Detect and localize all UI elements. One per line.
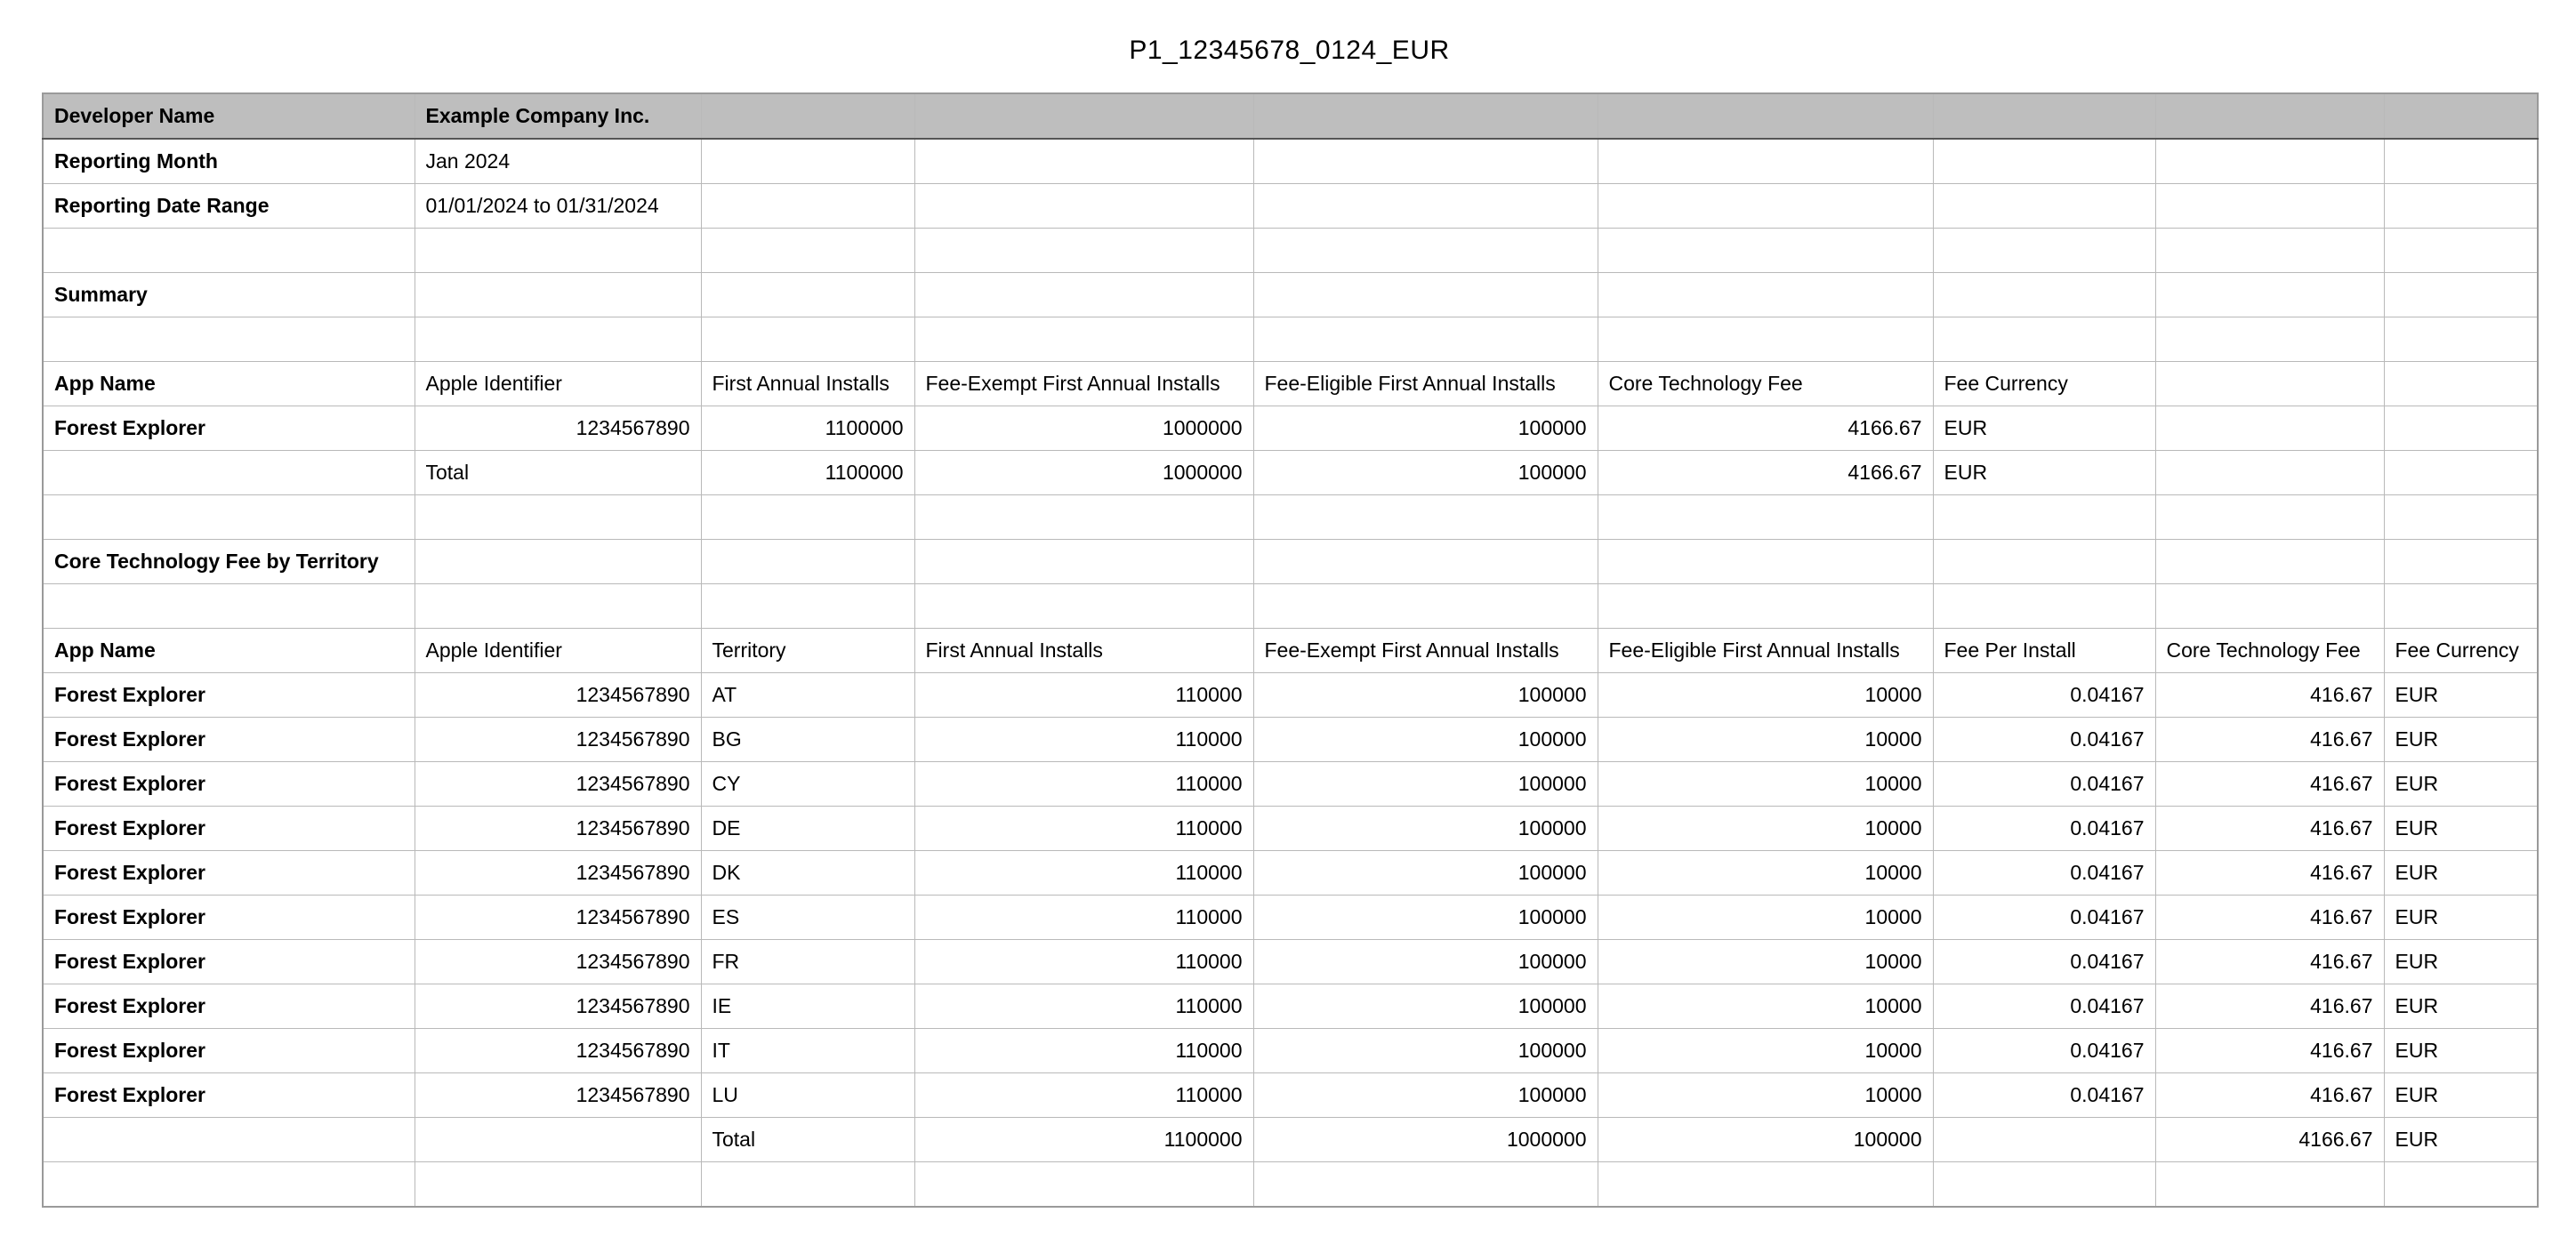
cell-empty xyxy=(914,229,1253,273)
cell-header-core-technology-fee: Core Technology Fee xyxy=(2155,629,2384,673)
cell-core-technology-fee: 416.67 xyxy=(2155,984,2384,1029)
cell-header-fee-eligible: Fee-Eligible First Annual Installs xyxy=(1598,629,1933,673)
cell-header-fee-currency: Fee Currency xyxy=(2384,629,2538,673)
territory-row-ie xyxy=(43,984,2538,1029)
cell-apple-identifier: 1234567890 xyxy=(415,718,701,762)
cell-total-label: Total xyxy=(701,1118,914,1162)
cell-fee-currency: EUR xyxy=(2384,1118,2538,1162)
cell-empty xyxy=(914,1162,1253,1208)
cell-apple-identifier: 1234567890 xyxy=(415,1073,701,1118)
cell-territory: BG xyxy=(701,718,914,762)
cell-empty xyxy=(2384,273,2538,317)
cell-first-annual-installs: 110000 xyxy=(914,718,1253,762)
territory-row-es xyxy=(43,896,2538,940)
cell-empty xyxy=(415,1118,701,1162)
cell-fee-per-install: 0.04167 xyxy=(1933,940,2155,984)
cell-first-annual-installs: 110000 xyxy=(914,1029,1253,1073)
cell-fee-exempt: 100000 xyxy=(1253,1073,1598,1118)
cell-fee-currency: EUR xyxy=(2384,896,2538,940)
cell-fee-exempt: 1000000 xyxy=(914,406,1253,451)
cell-empty xyxy=(701,584,914,629)
cell-app-name: Forest Explorer xyxy=(43,851,415,896)
cell-core-technology-fee: 4166.67 xyxy=(1598,406,1933,451)
reporting-date-range-row xyxy=(43,184,2538,229)
cell-empty xyxy=(2384,495,2538,540)
cell-empty xyxy=(2155,229,2384,273)
cell-empty xyxy=(2155,540,2384,584)
cell-first-annual-installs: 110000 xyxy=(914,984,1253,1029)
territory-row-it xyxy=(43,1029,2538,1073)
cell-territory: DE xyxy=(701,807,914,851)
cell-first-annual-installs: 110000 xyxy=(914,896,1253,940)
report-table xyxy=(42,92,2539,1208)
cell-empty xyxy=(2155,93,2384,139)
territory-row-fr xyxy=(43,940,2538,984)
cell-header-fee-eligible: Fee-Eligible First Annual Installs xyxy=(1253,362,1598,406)
cell-header-territory: Territory xyxy=(701,629,914,673)
cell-empty xyxy=(1253,273,1598,317)
cell-empty xyxy=(1253,584,1598,629)
cell-fee-per-install: 0.04167 xyxy=(1933,984,2155,1029)
cell-reporting-date-range-label: Reporting Date Range xyxy=(43,184,415,229)
cell-app-name: Forest Explorer xyxy=(43,984,415,1029)
cell-fee-currency: EUR xyxy=(2384,673,2538,718)
cell-fee-exempt: 100000 xyxy=(1253,1029,1598,1073)
cell-territory: CY xyxy=(701,762,914,807)
cell-empty xyxy=(914,495,1253,540)
cell-core-technology-fee: 4166.67 xyxy=(1598,451,1933,495)
territory-row-lu xyxy=(43,1073,2538,1118)
cell-empty xyxy=(2384,406,2538,451)
cell-fee-exempt: 100000 xyxy=(1253,940,1598,984)
spacer-row xyxy=(43,317,2538,362)
cell-reporting-date-range-value: 01/01/2024 to 01/31/2024 xyxy=(415,184,701,229)
cell-app-name: Forest Explorer xyxy=(43,1029,415,1073)
cell-reporting-month-label: Reporting Month xyxy=(43,139,415,184)
cell-fee-eligible: 10000 xyxy=(1598,762,1933,807)
cell-empty xyxy=(701,229,914,273)
cell-fee-per-install: 0.04167 xyxy=(1933,896,2155,940)
cell-header-first-annual-installs: First Annual Installs xyxy=(701,362,914,406)
cell-empty xyxy=(2384,317,2538,362)
cell-empty xyxy=(914,584,1253,629)
cell-empty xyxy=(415,495,701,540)
cell-fee-per-install: 0.04167 xyxy=(1933,1029,2155,1073)
cell-header-app-name: App Name xyxy=(43,629,415,673)
cell-first-annual-installs: 110000 xyxy=(914,851,1253,896)
cell-empty xyxy=(2384,540,2538,584)
cell-empty xyxy=(43,495,415,540)
summary-section-row xyxy=(43,273,2538,317)
cell-fee-eligible: 10000 xyxy=(1598,718,1933,762)
cell-fee-currency: EUR xyxy=(2384,940,2538,984)
cell-empty xyxy=(43,1118,415,1162)
cell-fee-eligible: 10000 xyxy=(1598,851,1933,896)
cell-empty xyxy=(701,184,914,229)
cell-empty xyxy=(2155,139,2384,184)
cell-empty xyxy=(1598,229,1933,273)
cell-core-technology-fee: 416.67 xyxy=(2155,851,2384,896)
cell-apple-identifier: 1234567890 xyxy=(415,940,701,984)
cell-header-fee-currency: Fee Currency xyxy=(1933,362,2155,406)
territory-section-row xyxy=(43,540,2538,584)
cell-core-technology-fee: 416.67 xyxy=(2155,762,2384,807)
cell-empty xyxy=(43,584,415,629)
cell-empty xyxy=(2384,184,2538,229)
cell-empty xyxy=(1253,93,1598,139)
cell-empty xyxy=(1598,93,1933,139)
cell-territory: LU xyxy=(701,1073,914,1118)
cell-first-annual-installs: 1100000 xyxy=(701,451,914,495)
cell-empty xyxy=(701,317,914,362)
cell-fee-eligible: 100000 xyxy=(1253,406,1598,451)
cell-first-annual-installs: 110000 xyxy=(914,1073,1253,1118)
cell-app-name: Forest Explorer xyxy=(43,406,415,451)
report-sheet xyxy=(42,92,2539,1208)
cell-fee-exempt: 100000 xyxy=(1253,984,1598,1029)
cell-empty xyxy=(2384,229,2538,273)
cell-empty xyxy=(1253,540,1598,584)
cell-empty xyxy=(2155,362,2384,406)
cell-fee-currency: EUR xyxy=(1933,451,2155,495)
cell-fee-exempt: 100000 xyxy=(1253,807,1598,851)
cell-app-name: Forest Explorer xyxy=(43,896,415,940)
spacer-row xyxy=(43,495,2538,540)
cell-empty xyxy=(1933,1118,2155,1162)
cell-apple-identifier: 1234567890 xyxy=(415,984,701,1029)
cell-fee-currency: EUR xyxy=(2384,762,2538,807)
cell-header-apple-identifier: Apple Identifier xyxy=(415,362,701,406)
territory-row-dk xyxy=(43,851,2538,896)
cell-empty xyxy=(914,317,1253,362)
cell-developer-name-label: Developer Name xyxy=(43,93,415,139)
cell-empty xyxy=(1598,317,1933,362)
cell-header-fee-exempt: Fee-Exempt First Annual Installs xyxy=(914,362,1253,406)
cell-fee-currency: EUR xyxy=(2384,1073,2538,1118)
cell-empty xyxy=(43,317,415,362)
cell-empty xyxy=(2384,1162,2538,1208)
cell-fee-eligible: 100000 xyxy=(1598,1118,1933,1162)
cell-empty xyxy=(1933,495,2155,540)
cell-empty xyxy=(1933,93,2155,139)
spacer-row xyxy=(43,1162,2538,1208)
cell-fee-currency: EUR xyxy=(2384,851,2538,896)
cell-empty xyxy=(1933,540,2155,584)
cell-empty xyxy=(701,540,914,584)
cell-header-first-annual-installs: First Annual Installs xyxy=(914,629,1253,673)
spacer-row xyxy=(43,584,2538,629)
cell-empty xyxy=(1253,184,1598,229)
cell-empty xyxy=(43,229,415,273)
cell-app-name: Forest Explorer xyxy=(43,940,415,984)
cell-empty xyxy=(1933,317,2155,362)
cell-core-technology-fee: 416.67 xyxy=(2155,896,2384,940)
cell-fee-exempt: 100000 xyxy=(1253,896,1598,940)
cell-empty xyxy=(1598,139,1933,184)
cell-empty xyxy=(1598,273,1933,317)
cell-header-apple-identifier: Apple Identifier xyxy=(415,629,701,673)
cell-fee-per-install: 0.04167 xyxy=(1933,807,2155,851)
cell-first-annual-installs: 1100000 xyxy=(701,406,914,451)
cell-fee-exempt: 1000000 xyxy=(914,451,1253,495)
cell-fee-exempt: 1000000 xyxy=(1253,1118,1598,1162)
cell-app-name: Forest Explorer xyxy=(43,807,415,851)
cell-apple-identifier: 1234567890 xyxy=(415,1029,701,1073)
cell-empty xyxy=(701,139,914,184)
cell-empty xyxy=(415,317,701,362)
cell-empty xyxy=(1253,1162,1598,1208)
cell-empty xyxy=(1933,273,2155,317)
cell-core-technology-fee: 416.67 xyxy=(2155,807,2384,851)
cell-first-annual-installs: 110000 xyxy=(914,940,1253,984)
cell-empty xyxy=(914,93,1253,139)
cell-empty xyxy=(914,139,1253,184)
cell-territory: IE xyxy=(701,984,914,1029)
cell-empty xyxy=(2155,273,2384,317)
cell-app-name: Forest Explorer xyxy=(43,673,415,718)
sheet-title: P1_12345678_0124_EUR xyxy=(1129,36,1450,65)
cell-fee-exempt: 100000 xyxy=(1253,762,1598,807)
cell-header-fee-exempt: Fee-Exempt First Annual Installs xyxy=(1253,629,1598,673)
cell-core-technology-fee: 4166.67 xyxy=(2155,1118,2384,1162)
cell-fee-exempt: 100000 xyxy=(1253,673,1598,718)
cell-empty xyxy=(1598,184,1933,229)
cell-empty xyxy=(415,1162,701,1208)
cell-empty xyxy=(1253,495,1598,540)
cell-core-technology-fee: 416.67 xyxy=(2155,1073,2384,1118)
cell-empty xyxy=(1598,584,1933,629)
cell-territory: FR xyxy=(701,940,914,984)
territory-row-bg xyxy=(43,718,2538,762)
cell-fee-eligible: 10000 xyxy=(1598,984,1933,1029)
cell-fee-eligible: 100000 xyxy=(1253,451,1598,495)
territory-total-row xyxy=(43,1118,2538,1162)
cell-empty xyxy=(1253,139,1598,184)
cell-empty xyxy=(415,584,701,629)
developer-header-row xyxy=(43,93,2538,139)
territory-header-row xyxy=(43,629,2538,673)
summary-app-row xyxy=(43,406,2538,451)
cell-territory: DK xyxy=(701,851,914,896)
cell-fee-currency: EUR xyxy=(1933,406,2155,451)
summary-total-row xyxy=(43,451,2538,495)
cell-first-annual-installs: 1100000 xyxy=(914,1118,1253,1162)
summary-header-row xyxy=(43,362,2538,406)
cell-apple-identifier: 1234567890 xyxy=(415,851,701,896)
cell-empty xyxy=(1933,1162,2155,1208)
cell-empty xyxy=(2384,362,2538,406)
cell-empty xyxy=(2155,1162,2384,1208)
cell-empty xyxy=(1933,184,2155,229)
cell-territory: ES xyxy=(701,896,914,940)
cell-empty xyxy=(2384,139,2538,184)
cell-core-technology-fee: 416.67 xyxy=(2155,1029,2384,1073)
cell-empty xyxy=(2155,495,2384,540)
cell-empty xyxy=(2384,584,2538,629)
cell-empty xyxy=(1933,229,2155,273)
cell-empty xyxy=(43,451,415,495)
cell-apple-identifier: 1234567890 xyxy=(415,762,701,807)
cell-fee-per-install: 0.04167 xyxy=(1933,1073,2155,1118)
cell-empty xyxy=(2155,584,2384,629)
cell-app-name: Forest Explorer xyxy=(43,1073,415,1118)
cell-empty xyxy=(2155,317,2384,362)
cell-apple-identifier: 1234567890 xyxy=(415,673,701,718)
cell-empty xyxy=(2384,93,2538,139)
cell-territory: IT xyxy=(701,1029,914,1073)
cell-empty xyxy=(914,273,1253,317)
cell-first-annual-installs: 110000 xyxy=(914,807,1253,851)
cell-empty xyxy=(914,184,1253,229)
territory-row-cy xyxy=(43,762,2538,807)
cell-apple-identifier: 1234567890 xyxy=(415,896,701,940)
cell-empty xyxy=(2384,451,2538,495)
cell-empty xyxy=(2155,451,2384,495)
cell-empty xyxy=(2155,184,2384,229)
cell-empty xyxy=(1933,139,2155,184)
cell-apple-identifier: 1234567890 xyxy=(415,406,701,451)
cell-fee-eligible: 10000 xyxy=(1598,1073,1933,1118)
cell-empty xyxy=(415,273,701,317)
cell-empty xyxy=(415,229,701,273)
cell-empty xyxy=(43,1162,415,1208)
cell-fee-exempt: 100000 xyxy=(1253,851,1598,896)
cell-territory-section-label: Core Technology Fee by Territory xyxy=(43,540,415,584)
cell-header-app-name: App Name xyxy=(43,362,415,406)
cell-header-core-technology-fee: Core Technology Fee xyxy=(1598,362,1933,406)
cell-empty xyxy=(701,1162,914,1208)
cell-app-name: Forest Explorer xyxy=(43,718,415,762)
cell-fee-eligible: 10000 xyxy=(1598,1029,1933,1073)
cell-first-annual-installs: 110000 xyxy=(914,673,1253,718)
reporting-month-row xyxy=(43,139,2538,184)
spacer-row xyxy=(43,229,2538,273)
cell-summary-section-label: Summary xyxy=(43,273,415,317)
cell-core-technology-fee: 416.67 xyxy=(2155,718,2384,762)
cell-empty xyxy=(1598,495,1933,540)
cell-app-name: Forest Explorer xyxy=(43,762,415,807)
cell-empty xyxy=(914,540,1253,584)
cell-fee-per-install: 0.04167 xyxy=(1933,718,2155,762)
cell-total-label: Total xyxy=(415,451,701,495)
cell-territory: AT xyxy=(701,673,914,718)
cell-empty xyxy=(2155,406,2384,451)
cell-fee-exempt: 100000 xyxy=(1253,718,1598,762)
cell-core-technology-fee: 416.67 xyxy=(2155,673,2384,718)
cell-core-technology-fee: 416.67 xyxy=(2155,940,2384,984)
cell-empty xyxy=(701,495,914,540)
cell-first-annual-installs: 110000 xyxy=(914,762,1253,807)
cell-fee-eligible: 10000 xyxy=(1598,896,1933,940)
cell-empty xyxy=(415,540,701,584)
territory-row-de xyxy=(43,807,2538,851)
cell-fee-eligible: 10000 xyxy=(1598,940,1933,984)
cell-apple-identifier: 1234567890 xyxy=(415,807,701,851)
cell-fee-currency: EUR xyxy=(2384,807,2538,851)
cell-fee-currency: EUR xyxy=(2384,718,2538,762)
cell-empty xyxy=(1598,1162,1933,1208)
cell-empty xyxy=(1253,317,1598,362)
cell-fee-per-install: 0.04167 xyxy=(1933,762,2155,807)
cell-fee-eligible: 10000 xyxy=(1598,673,1933,718)
territory-row-at xyxy=(43,673,2538,718)
cell-developer-name-value: Example Company Inc. xyxy=(415,93,701,139)
cell-empty xyxy=(1598,540,1933,584)
cell-fee-currency: EUR xyxy=(2384,1029,2538,1073)
cell-reporting-month-value: Jan 2024 xyxy=(415,139,701,184)
cell-empty xyxy=(1253,229,1598,273)
cell-empty xyxy=(1933,584,2155,629)
cell-fee-per-install: 0.04167 xyxy=(1933,851,2155,896)
cell-header-fee-per-install: Fee Per Install xyxy=(1933,629,2155,673)
cell-fee-per-install: 0.04167 xyxy=(1933,673,2155,718)
cell-fee-currency: EUR xyxy=(2384,984,2538,1029)
cell-empty xyxy=(701,93,914,139)
cell-empty xyxy=(701,273,914,317)
cell-fee-eligible: 10000 xyxy=(1598,807,1933,851)
